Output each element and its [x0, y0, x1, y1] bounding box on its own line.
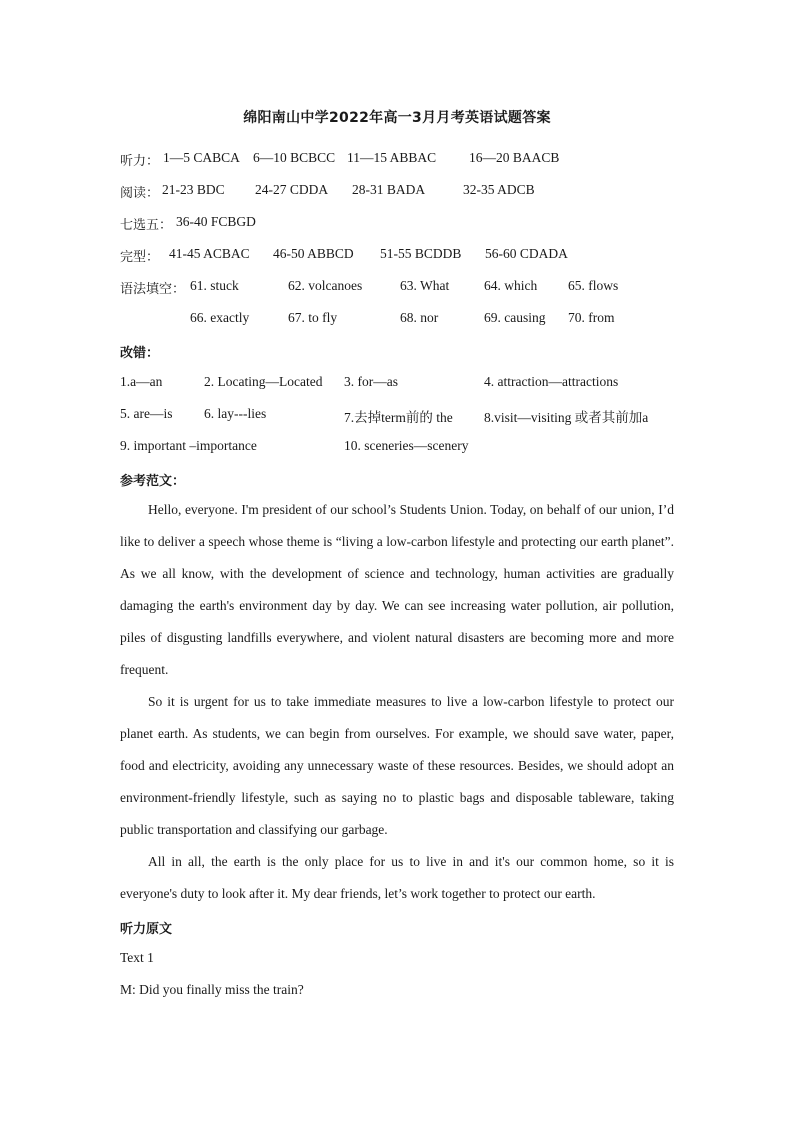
correction-item-1: 1.a—an [120, 374, 163, 389]
grammar-answer-68: 68. nor [400, 310, 439, 325]
cloze-answer-1: 41-45 ACBAC [169, 246, 250, 261]
correction-item-8: 8.visit—visiting 或者其前加a [484, 410, 649, 425]
transcript-label: 听力原文 [120, 922, 173, 937]
seven-label: 七选五： [120, 218, 173, 233]
listening-answer-2: 6—10 BCBCC [253, 150, 336, 165]
seven-choose-five-row [120, 214, 172, 233]
essay-paragraph-1: Hello, everyone. I'm president of our school’s Students Union. Today, on behalf of our union, I’d like to deliver a speech whose theme is “living a low-carbon lifestyle and protecting our earth planet”. As we all know, with the development of science and technology, human activities are gradually damaging the earth's environment day by day. We can see increasing water pollution, air pollution, piles of disgusting landfills everywhere, and violent natural disasters are becoming more and more frequent. [120, 502, 674, 677]
grammar-answer-62: 62. volcanoes [288, 278, 363, 293]
correction-item-10: 10. sceneries—scenery [344, 438, 469, 453]
transcript-text-label: Text 1 [120, 950, 154, 965]
correction-item-2: 2. Locating—Located [204, 374, 323, 389]
essay-paragraph-2: So it is urgent for us to take immediate measures to live a low-carbon lifestyle to protect our planet earth. As students, we can begin from ourselves. For example, we should save water, paper, food and electricity, avoiding any unnecessary waste of these resources. Besides, we should adopt an environment-friendly lifestyle, such as saying no to plastic bags and disposable tableware, taking public transportation and classifying our garbage. [120, 694, 674, 837]
grammar-answer-67: 67. to fly [288, 310, 338, 325]
reading-answer-3: 28-31 BADA [352, 182, 426, 197]
grammar-answer-70: 70. from [568, 310, 615, 325]
grammar-answer-69: 69. causing [484, 310, 546, 325]
grammar-answer-65: 65. flows [568, 278, 619, 293]
cloze-answer-2: 46-50 ABBCD [273, 246, 354, 261]
seven-answer-1: 36-40 FCBGD [176, 214, 256, 229]
listening-answer-1: 1—5 CABCA [163, 150, 240, 165]
cloze-row [120, 246, 159, 265]
grammar-answer-66: 66. exactly [190, 310, 250, 325]
cloze-answer-4: 56-60 CDADA [485, 246, 568, 261]
correction-item-3: 3. for—as [344, 374, 398, 389]
reading-label: 阅读： [120, 186, 160, 201]
listening-answer-3: 11—15 ABBAC [347, 150, 437, 165]
reading-answer-1: 21-23 BDC [162, 182, 225, 197]
listening-row [120, 150, 159, 169]
page-title: 绵阳南山中学2022年高一3月月考英语试题答案 [243, 110, 551, 126]
transcript-line-1: M: Did you finally miss the train? [120, 982, 304, 997]
grammar-row [120, 278, 185, 297]
grammar-answer-63: 63. What [400, 278, 450, 293]
listening-answer-4: 16—20 BAACB [469, 150, 560, 165]
correction-item-4: 4. attraction—attractions [484, 374, 619, 389]
correction-item-5: 5. are—is [120, 406, 173, 421]
grammar-label: 语法填空： [120, 282, 186, 297]
reading-answer-4: 32-35 ADCB [463, 182, 535, 197]
essay-paragraph-3: All in all, the earth is the only place for us to live in and it's our common home, so it is everyone's duty to look after it. My dear friends, let’s work together to protect our earth. [120, 854, 674, 901]
listening-label: 听力： [120, 154, 160, 169]
essay-label: 参考范文： [120, 474, 186, 489]
correction-item-7: 7.去掉term前的 the [344, 410, 453, 425]
correction-item-6: 6. lay---lies [204, 406, 267, 421]
correction-label: 改错： [120, 346, 160, 361]
reading-answer-2: 24-27 CDDA [255, 182, 329, 197]
grammar-answer-64: 64. which [484, 278, 538, 293]
correction-item-9: 9. important –importance [120, 438, 257, 453]
cloze-label: 完型： [120, 250, 160, 265]
reading-row [120, 182, 159, 201]
grammar-answer-61: 61. stuck [190, 278, 239, 293]
cloze-answer-3: 51-55 BCDDB [380, 246, 462, 261]
